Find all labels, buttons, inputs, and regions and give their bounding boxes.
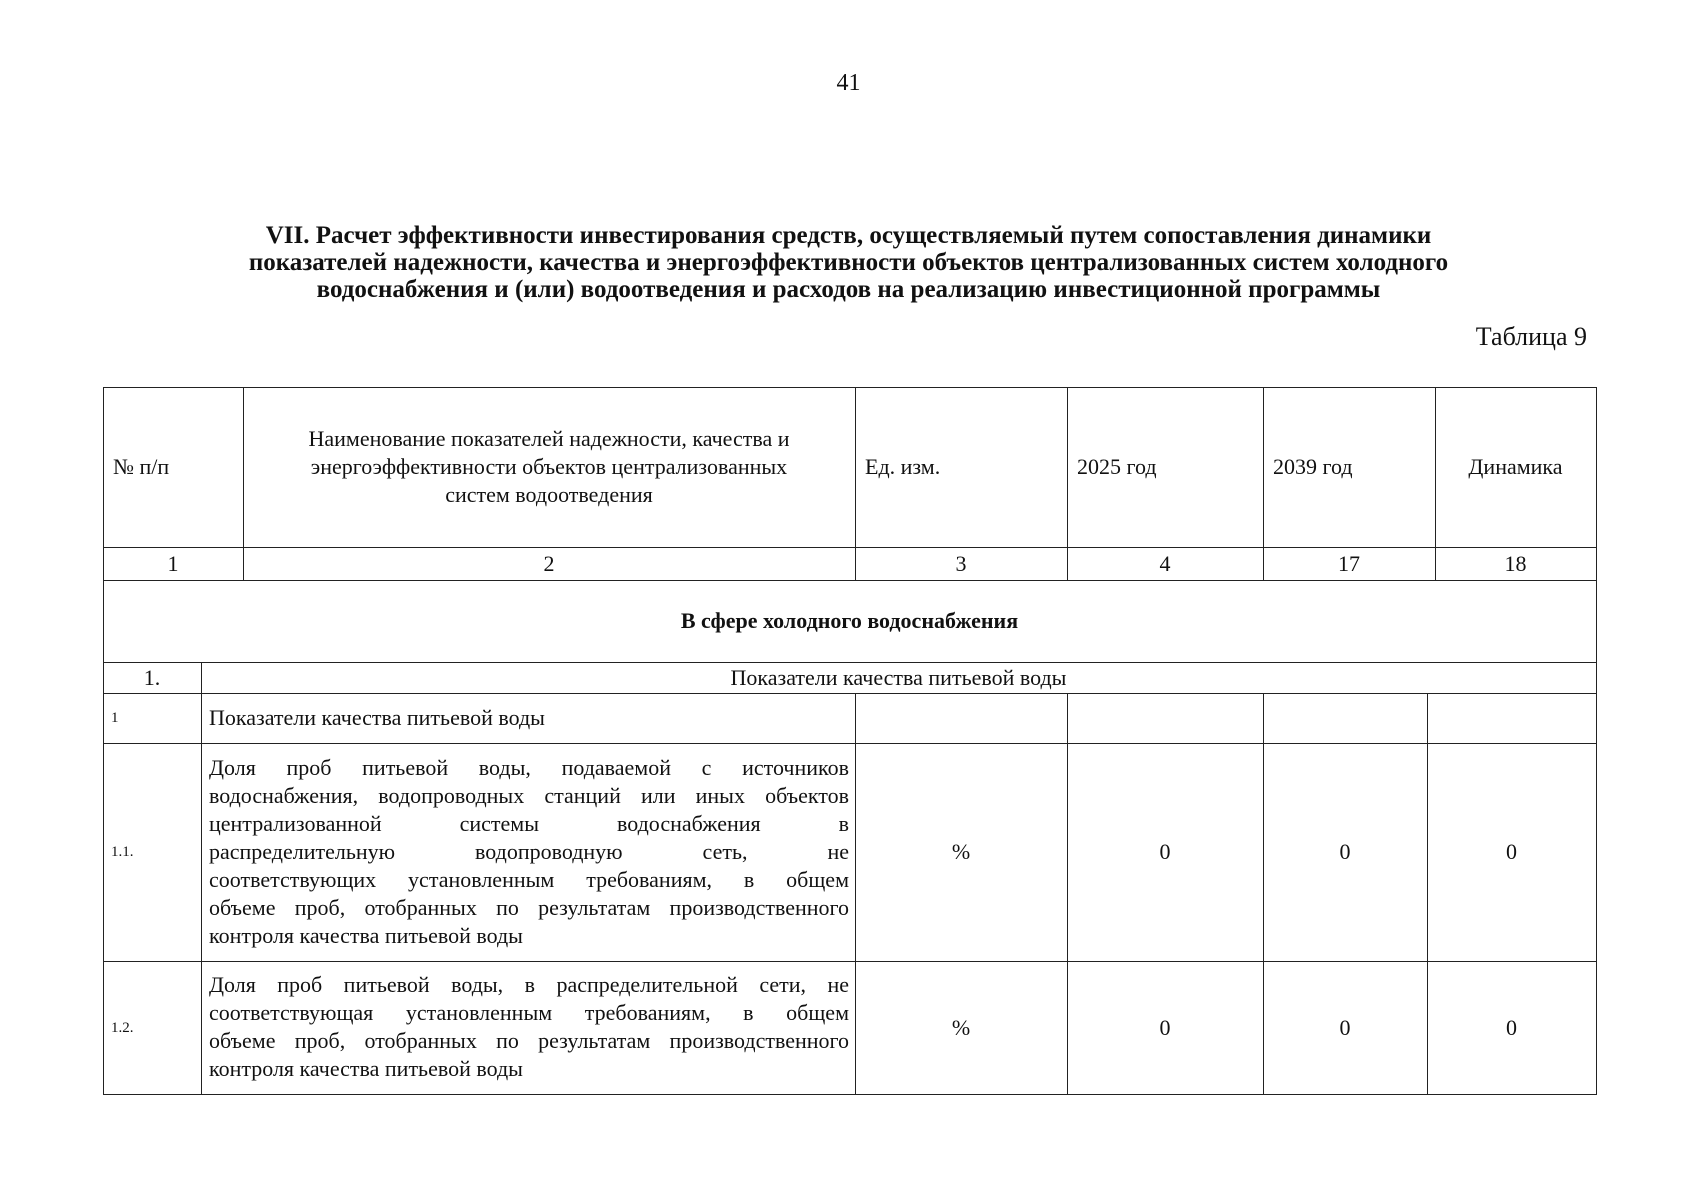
column-number: 17 [1338, 550, 1360, 576]
row-value-2039: 0 [1339, 1014, 1351, 1040]
row-indicator-line: водоснабжения, водопроводных станций или иных объектов [209, 783, 849, 808]
section-heading: В сфере холодного водоснабжения [680, 608, 1019, 633]
header-name-line: систем водоотведения [445, 482, 653, 507]
row-indicator-line: Доля проб питьевой воды, подаваемой с источников [209, 755, 849, 780]
row-indicator [203, 961, 855, 1094]
row-number: 1.2. [111, 1019, 134, 1036]
row-dynamics: 0 [1506, 1014, 1517, 1040]
row-indicator-line: централизованной системы водоснабжения в [209, 811, 849, 836]
column-number: 4 [1159, 550, 1171, 576]
row-indicator-line: объеме проб, отобранных по результатам производственного [209, 1028, 849, 1053]
section-title-line: VII. Расчет эффективности инвестирования средств, осуществляемый путем сопоставления динамики [265, 222, 1432, 249]
row-value-2025: 0 [1159, 839, 1171, 864]
table-label: Таблица 9 [1475, 322, 1587, 351]
row-indicator-line: объеме проб, отобранных по результатам производственного [209, 895, 849, 920]
row-indicator [203, 743, 855, 961]
row-dynamics [1427, 693, 1596, 743]
table-border-right [1596, 387, 1597, 1095]
column-number: 1 [167, 550, 179, 576]
row-indicator-line: распределительную водопроводную сеть, не [209, 839, 849, 864]
header-name-line: энергоэффективности объектов централизованных [310, 454, 788, 479]
header-name [243, 387, 855, 547]
header-dynamics: Динамика [1468, 454, 1563, 479]
group-label: Показатели качества питьевой воды [730, 664, 1067, 690]
section-title [150, 222, 1547, 303]
column-number: 2 [543, 550, 555, 576]
row-value-2025: 0 [1159, 1014, 1171, 1040]
row-number: 1 [111, 710, 119, 726]
row-value-2025 [1067, 693, 1263, 743]
column-number: 18 [1504, 550, 1527, 576]
header-2025: 2025 год [1077, 454, 1157, 479]
row-number: 1.1. [111, 844, 134, 860]
table-border-bottom [103, 1094, 1597, 1095]
row-indicator-line: Доля проб питьевой воды, в распределительной сети, не [209, 972, 849, 997]
row-indicator: Показатели качества питьевой воды [209, 705, 545, 730]
row-indicator-line: соответствующих установленным требованиям, в общем [209, 867, 849, 892]
section-title-line: водоснабжения и (или) водоотведения и расходов на реализацию инвестиционной программы [316, 276, 1381, 303]
row-indicator-line: контроля качества питьевой воды [209, 923, 523, 948]
column-divider [201, 662, 202, 1095]
page-number: 41 [836, 70, 861, 96]
row-indicator-line: контроля качества питьевой воды [209, 1056, 523, 1081]
row-indicator-line: соответствующая установленным требованиям, в общем [209, 1000, 849, 1025]
header-unit: Ед. изм. [865, 454, 941, 479]
header-name-line: Наименование показателей надежности, качества и [308, 426, 790, 451]
header-num: № п/п [113, 454, 170, 479]
row-unit: % [951, 1014, 971, 1040]
column-number: 3 [955, 550, 967, 576]
table-border-left [103, 387, 104, 1095]
row-unit: % [951, 839, 971, 864]
indicators-table [103, 387, 1597, 1095]
row-unit [855, 693, 1067, 743]
section-title-line: показателей надежности, качества и энергоэффективности объектов централизованных систем холодного [248, 249, 1449, 276]
header-2039: 2039 год [1273, 454, 1353, 479]
group-number: 1. [143, 664, 161, 690]
row-value-2039 [1263, 693, 1427, 743]
row-dynamics: 0 [1506, 839, 1517, 864]
row-value-2039: 0 [1339, 839, 1351, 864]
